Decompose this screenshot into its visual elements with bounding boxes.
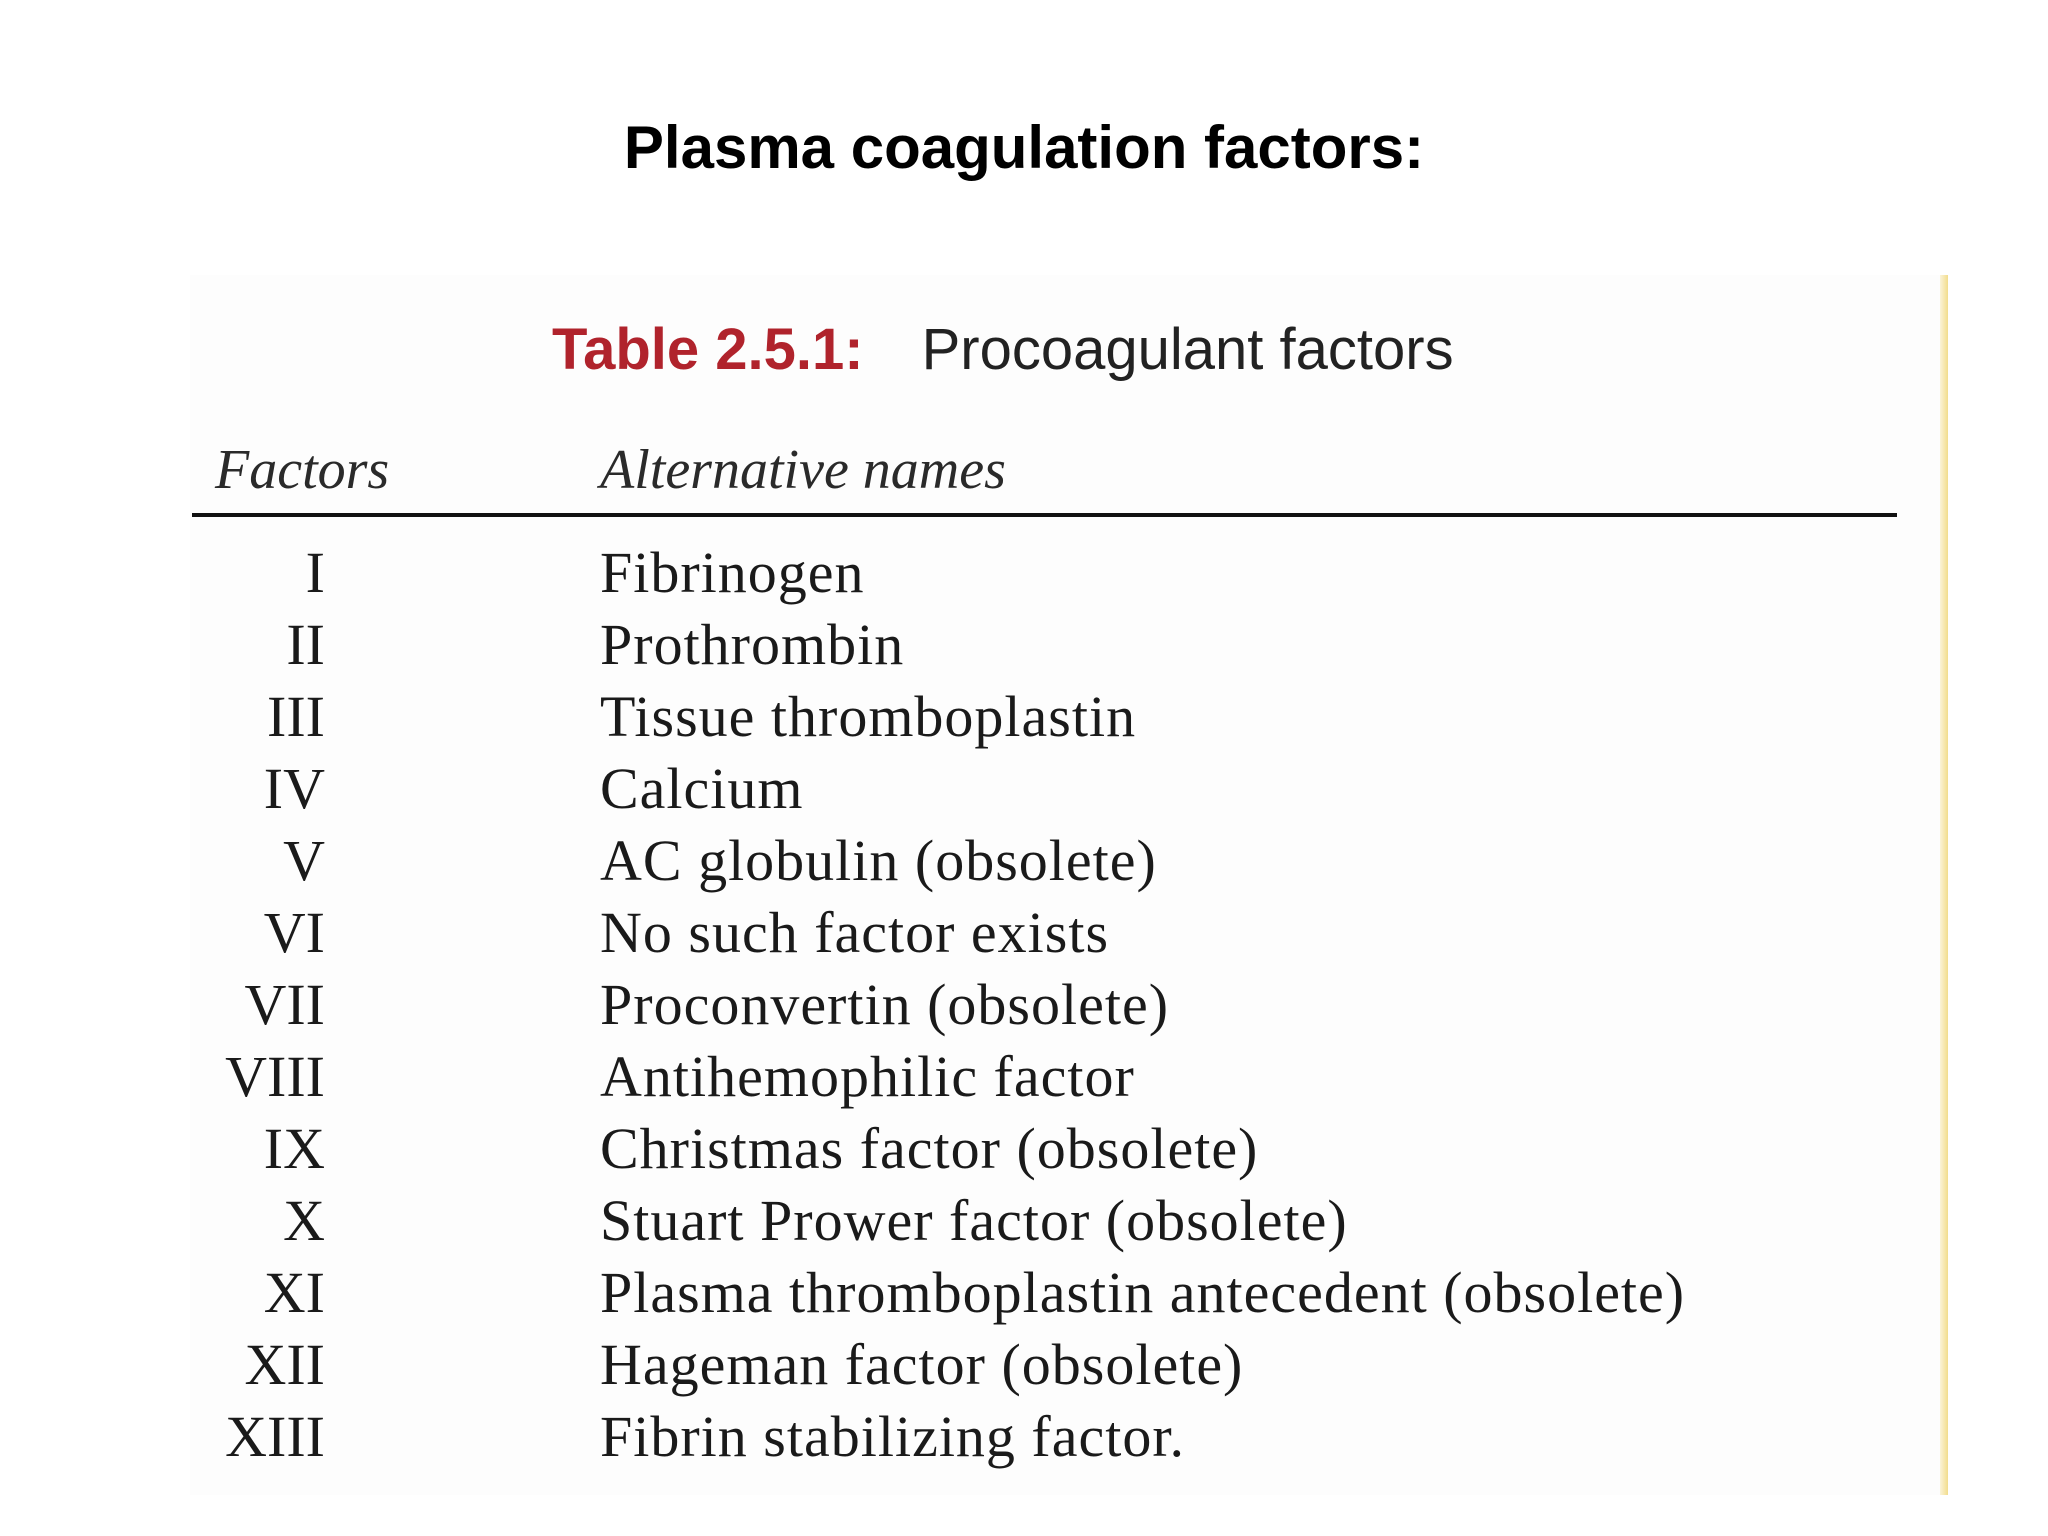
- table-number: Table 2.5.1:: [552, 317, 864, 382]
- table-row: [190, 897, 1948, 969]
- header-divider: [192, 513, 1897, 517]
- factor-numeral: XIII: [225, 1404, 325, 1469]
- table-row: [190, 1185, 1948, 1257]
- factor-numeral: XII: [244, 1332, 325, 1397]
- factor-numeral: IX: [263, 1116, 325, 1181]
- table-row: [190, 681, 1948, 753]
- table-row: [190, 1401, 1948, 1473]
- factor-alternative-name: No such factor exists: [600, 900, 1110, 965]
- factor-alternative-name: Fibrin stabilizing factor.: [600, 1404, 1185, 1469]
- table-row: [190, 1113, 1948, 1185]
- factor-numeral: III: [267, 684, 325, 749]
- factor-numeral: VIII: [225, 1044, 325, 1109]
- table-row: [190, 1041, 1948, 1113]
- factor-alternative-name: AC globulin (obsolete): [600, 828, 1157, 893]
- factor-numeral: V: [283, 828, 325, 893]
- factor-numeral: VII: [244, 972, 325, 1037]
- table-row: [190, 609, 1948, 681]
- factor-alternative-name: Proconvertin (obsolete): [600, 972, 1170, 1037]
- table-row: [190, 825, 1948, 897]
- table-body: [190, 537, 1948, 1473]
- table-row: [190, 537, 1948, 609]
- factor-numeral: IV: [263, 756, 325, 821]
- factor-alternative-name: Stuart Prower factor (obsolete): [600, 1188, 1348, 1253]
- factor-numeral: X: [283, 1188, 325, 1253]
- header-factors: Factors: [215, 439, 390, 501]
- factor-alternative-name: Antihemophilic factor: [600, 1044, 1135, 1109]
- factor-alternative-name: Plasma thromboplastin antecedent (obsolete): [600, 1260, 1686, 1325]
- factor-alternative-name: Calcium: [600, 756, 804, 821]
- table-row: [190, 1257, 1948, 1329]
- factor-alternative-name: Prothrombin: [600, 612, 905, 677]
- header-alternative-names: Alternative names: [600, 439, 1006, 501]
- factor-alternative-name: Hageman factor (obsolete): [600, 1332, 1244, 1397]
- table-caption: [552, 315, 1454, 385]
- table-row: [190, 753, 1948, 825]
- factor-alternative-name: Christmas factor (obsolete): [600, 1116, 1259, 1181]
- table-header-row: [190, 435, 1948, 505]
- table-row: [190, 969, 1948, 1041]
- factor-numeral: VI: [263, 900, 325, 965]
- factor-alternative-name: Tissue thromboplastin: [600, 684, 1137, 749]
- slide-title: Plasma coagulation factors:: [623, 114, 1425, 181]
- table-scan-image: [190, 275, 1948, 1495]
- table-row: [190, 1329, 1948, 1401]
- factor-numeral: II: [286, 612, 325, 677]
- factor-alternative-name: Fibrinogen: [600, 540, 865, 605]
- factor-numeral: I: [305, 540, 325, 605]
- factor-numeral: XI: [263, 1260, 325, 1325]
- table-caption-text: Procoagulant factors: [921, 317, 1454, 382]
